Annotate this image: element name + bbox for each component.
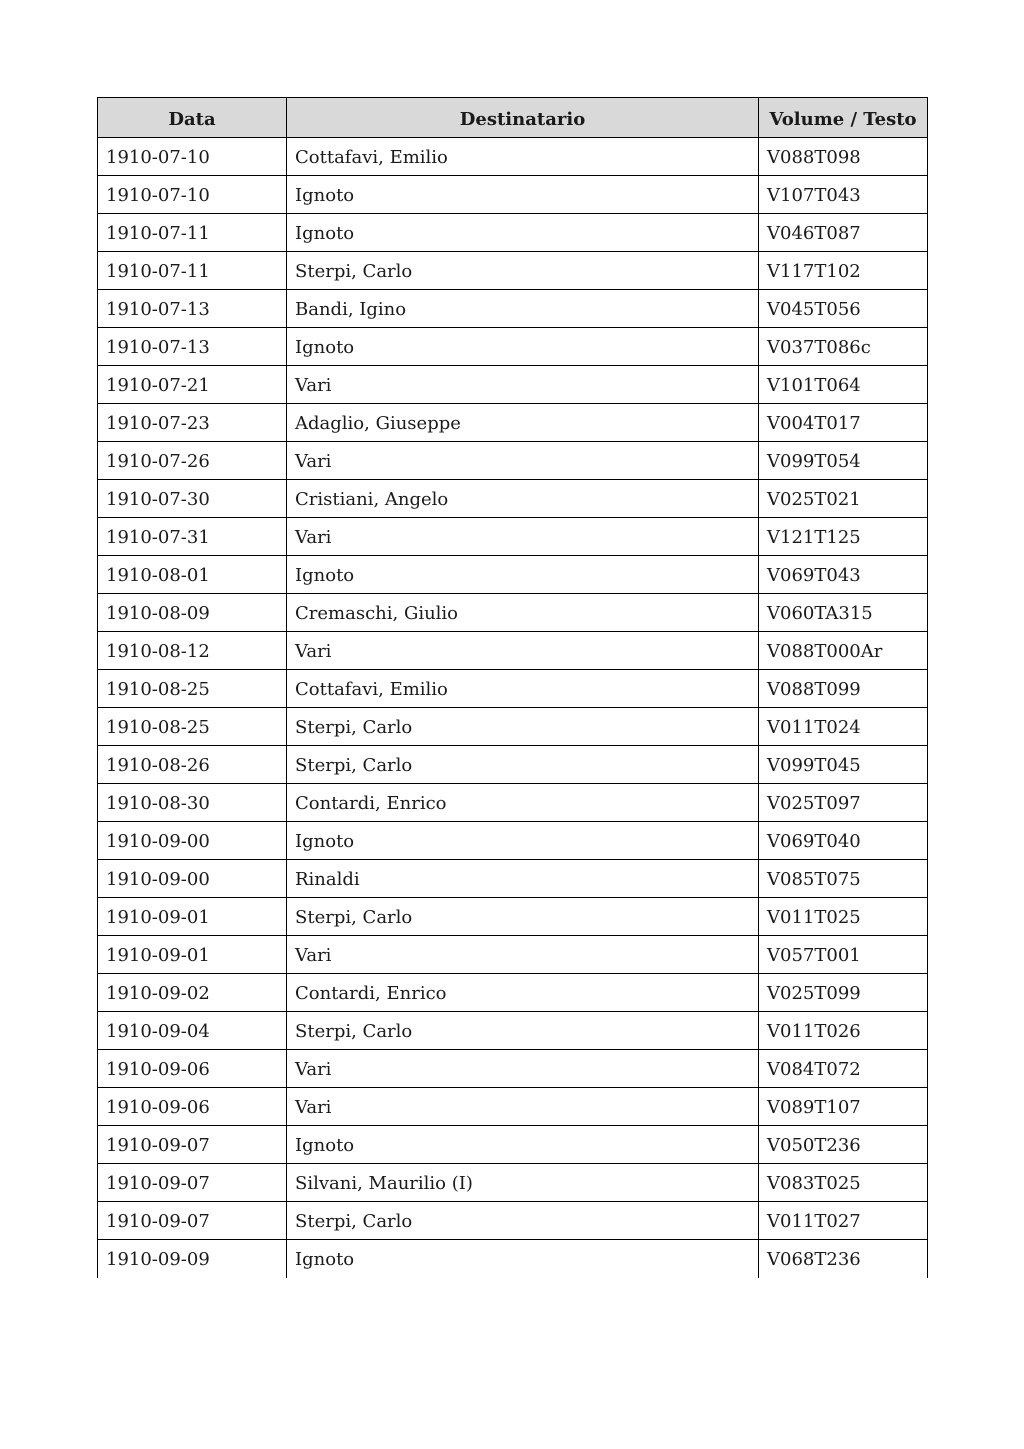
table-row <box>98 214 928 252</box>
table-header <box>98 98 928 138</box>
cell-recipient: Vari <box>287 442 759 480</box>
cell-volume-text: V011T026 <box>759 1012 928 1050</box>
cell-volume-text: V050T236 <box>759 1126 928 1164</box>
cell-date: 1910-07-31 <box>98 518 287 556</box>
cell-date: 1910-08-12 <box>98 632 287 670</box>
cell-date: 1910-08-30 <box>98 784 287 822</box>
cell-volume-text: V045T056 <box>759 290 928 328</box>
cell-recipient: Sterpi, Carlo <box>287 252 759 290</box>
cell-date: 1910-09-01 <box>98 936 287 974</box>
table-row <box>98 632 928 670</box>
cell-recipient: Vari <box>287 1088 759 1126</box>
cell-volume-text: V117T102 <box>759 252 928 290</box>
table-row <box>98 518 928 556</box>
cell-recipient: Ignoto <box>287 214 759 252</box>
cell-volume-text: V025T021 <box>759 480 928 518</box>
table-row <box>98 366 928 404</box>
table-row <box>98 898 928 936</box>
cell-volume-text: V088T099 <box>759 670 928 708</box>
table-row <box>98 784 928 822</box>
cell-date: 1910-09-02 <box>98 974 287 1012</box>
table-row <box>98 974 928 1012</box>
cell-recipient: Contardi, Enrico <box>287 974 759 1012</box>
cell-recipient: Vari <box>287 632 759 670</box>
table-row <box>98 860 928 898</box>
cell-date: 1910-09-04 <box>98 1012 287 1050</box>
cell-recipient: Ignoto <box>287 328 759 366</box>
header-row <box>98 98 928 138</box>
cell-volume-text: V107T043 <box>759 176 928 214</box>
table-row <box>98 176 928 214</box>
table-row <box>98 1164 928 1202</box>
table-row <box>98 936 928 974</box>
table-row <box>98 1126 928 1164</box>
cell-recipient: Ignoto <box>287 176 759 214</box>
cell-recipient: Cottafavi, Emilio <box>287 670 759 708</box>
cell-recipient: Ignoto <box>287 1240 759 1278</box>
cell-date: 1910-07-23 <box>98 404 287 442</box>
cell-volume-text: V088T098 <box>759 138 928 176</box>
cell-date: 1910-08-26 <box>98 746 287 784</box>
cell-volume-text: V069T040 <box>759 822 928 860</box>
table-row <box>98 746 928 784</box>
table-row <box>98 1050 928 1088</box>
cell-volume-text: V011T024 <box>759 708 928 746</box>
cell-date: 1910-07-26 <box>98 442 287 480</box>
cell-recipient: Ignoto <box>287 822 759 860</box>
cell-volume-text: V004T017 <box>759 404 928 442</box>
cell-recipient: Adaglio, Giuseppe <box>287 404 759 442</box>
cell-date: 1910-07-30 <box>98 480 287 518</box>
cell-date: 1910-09-01 <box>98 898 287 936</box>
cell-date: 1910-07-11 <box>98 252 287 290</box>
cell-volume-text: V011T027 <box>759 1202 928 1240</box>
cell-volume-text: V084T072 <box>759 1050 928 1088</box>
cell-volume-text: V085T075 <box>759 860 928 898</box>
table-row <box>98 1088 928 1126</box>
cell-date: 1910-07-10 <box>98 138 287 176</box>
table-row <box>98 404 928 442</box>
cell-volume-text: V089T107 <box>759 1088 928 1126</box>
cell-recipient: Vari <box>287 1050 759 1088</box>
column-header-destinatario: Destinatario <box>287 98 759 138</box>
table-row <box>98 138 928 176</box>
cell-volume-text: V099T045 <box>759 746 928 784</box>
cell-date: 1910-09-07 <box>98 1164 287 1202</box>
table-row <box>98 252 928 290</box>
cell-recipient: Sterpi, Carlo <box>287 1202 759 1240</box>
table-row <box>98 670 928 708</box>
letters-table <box>97 97 928 1278</box>
cell-volume-text: V101T064 <box>759 366 928 404</box>
cell-recipient: Sterpi, Carlo <box>287 898 759 936</box>
cell-volume-text: V046T087 <box>759 214 928 252</box>
cell-volume-text: V025T097 <box>759 784 928 822</box>
cell-volume-text: V068T236 <box>759 1240 928 1278</box>
cell-date: 1910-08-25 <box>98 670 287 708</box>
table-row <box>98 822 928 860</box>
cell-date: 1910-07-10 <box>98 176 287 214</box>
cell-date: 1910-09-06 <box>98 1088 287 1126</box>
cell-volume-text: V069T043 <box>759 556 928 594</box>
cell-recipient: Sterpi, Carlo <box>287 746 759 784</box>
cell-date: 1910-09-07 <box>98 1202 287 1240</box>
cell-date: 1910-07-21 <box>98 366 287 404</box>
cell-recipient: Bandi, Igino <box>287 290 759 328</box>
cell-recipient: Contardi, Enrico <box>287 784 759 822</box>
table-row <box>98 556 928 594</box>
cell-recipient: Vari <box>287 936 759 974</box>
table-row <box>98 442 928 480</box>
cell-volume-text: V057T001 <box>759 936 928 974</box>
cell-volume-text: V099T054 <box>759 442 928 480</box>
cell-recipient: Rinaldi <box>287 860 759 898</box>
cell-recipient: Vari <box>287 518 759 556</box>
table-row <box>98 708 928 746</box>
cell-volume-text: V060TA315 <box>759 594 928 632</box>
cell-recipient: Cottafavi, Emilio <box>287 138 759 176</box>
table-row <box>98 1240 928 1278</box>
cell-recipient: Sterpi, Carlo <box>287 708 759 746</box>
cell-date: 1910-09-06 <box>98 1050 287 1088</box>
cell-recipient: Sterpi, Carlo <box>287 1012 759 1050</box>
cell-recipient: Ignoto <box>287 556 759 594</box>
cell-volume-text: V037T086c <box>759 328 928 366</box>
cell-date: 1910-09-07 <box>98 1126 287 1164</box>
cell-date: 1910-08-09 <box>98 594 287 632</box>
cell-recipient: Silvani, Maurilio (I) <box>287 1164 759 1202</box>
cell-recipient: Vari <box>287 366 759 404</box>
table-row <box>98 290 928 328</box>
table-row <box>98 594 928 632</box>
cell-recipient: Cremaschi, Giulio <box>287 594 759 632</box>
column-header-volume-testo: Volume / Testo <box>759 98 928 138</box>
cell-volume-text: V083T025 <box>759 1164 928 1202</box>
cell-date: 1910-09-00 <box>98 860 287 898</box>
table-row <box>98 328 928 366</box>
table-row <box>98 480 928 518</box>
cell-volume-text: V088T000Ar <box>759 632 928 670</box>
cell-recipient: Ignoto <box>287 1126 759 1164</box>
cell-date: 1910-07-13 <box>98 328 287 366</box>
table-row <box>98 1012 928 1050</box>
cell-date: 1910-08-01 <box>98 556 287 594</box>
cell-date: 1910-09-09 <box>98 1240 287 1278</box>
cell-recipient: Cristiani, Angelo <box>287 480 759 518</box>
cell-date: 1910-07-11 <box>98 214 287 252</box>
cell-date: 1910-07-13 <box>98 290 287 328</box>
cell-volume-text: V121T125 <box>759 518 928 556</box>
cell-volume-text: V025T099 <box>759 974 928 1012</box>
cell-volume-text: V011T025 <box>759 898 928 936</box>
table-row <box>98 1202 928 1240</box>
table-body <box>98 138 928 1278</box>
column-header-data: Data <box>98 98 287 138</box>
cell-date: 1910-09-00 <box>98 822 287 860</box>
cell-date: 1910-08-25 <box>98 708 287 746</box>
